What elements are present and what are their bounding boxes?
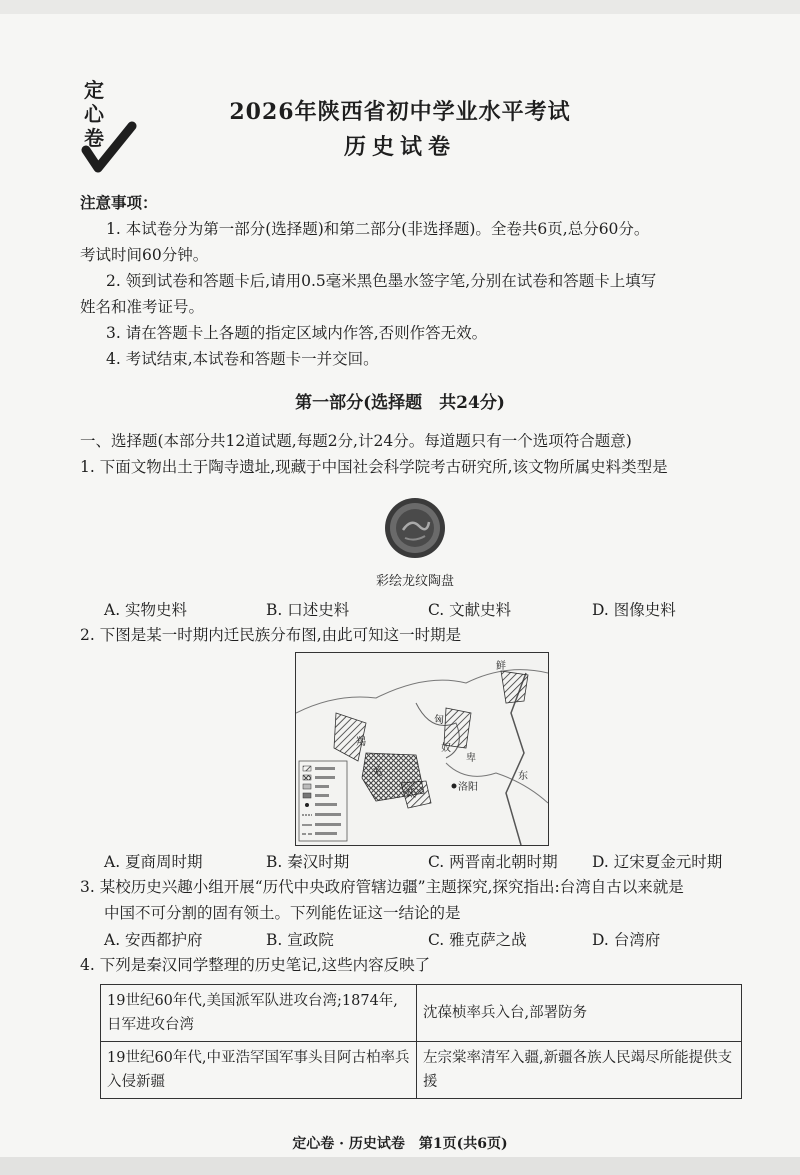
q3-stem-cont: 中国不可分割的固有领土。下列能佐证这一结论的是 <box>104 904 461 922</box>
option-a[interactable]: A. 夏商周时期 <box>104 853 203 871</box>
part1-instruction: 一、选择题(本部分共12道试题,每题2分,计24分。每道题只有一个选项符合题意) <box>80 432 632 450</box>
table-row <box>101 985 742 1042</box>
table-cell: 沈葆桢率兵入台,部署防务 <box>417 985 742 1042</box>
q1-caption: 彩绘龙纹陶盘 <box>375 574 454 589</box>
option-c[interactable]: C. 文献史料 <box>428 601 512 619</box>
notice-heading: 注意事项： <box>80 193 158 212</box>
pottery-plate-image <box>383 496 447 560</box>
map-label: 奴 <box>441 743 451 754</box>
stamp-logo <box>80 78 140 178</box>
table-cell: 左宗棠率清军入疆,新疆各族人民竭尽所能提供支援 <box>417 1042 742 1099</box>
q1-stem: 1. 下面文物出土于陶寺遗址,现藏于中国社会科学院考古研究所,该文物所属史料类型是 <box>80 458 668 476</box>
q2-options <box>104 850 744 872</box>
option-b[interactable]: B. 秦汉时期 <box>266 853 350 871</box>
part1-title: 第一部分(选择题 共24分) <box>295 393 505 413</box>
scan-top-edge <box>0 0 800 14</box>
q1-options <box>104 598 744 620</box>
notice-item: 考试时间60分钟。 <box>80 246 209 264</box>
q3-stem: 3. 某校历史兴趣小组开展“历代中央政府管辖边疆”主题探究,探究指出:台湾自古以来就是 <box>80 878 684 896</box>
map-label: 卑 <box>466 753 476 764</box>
notice-item: 1. 本试卷分为第一部分(选择题)和第二部分(非选择题)。全卷共6页,总分60分。 <box>106 220 650 238</box>
option-d[interactable]: D. 台湾府 <box>592 931 661 949</box>
notice-item: 4. 考试结束,本试卷和答题卡一并交回。 <box>106 350 379 368</box>
stamp-text: 定心卷 <box>84 78 104 150</box>
checkmark-icon <box>80 78 140 178</box>
option-a[interactable]: A. 安西都护府 <box>104 931 203 949</box>
map-label: 羯 <box>356 737 366 748</box>
notice-item: 2. 领到试卷和答题卡后,请用0.5毫米黑色墨水签字笔,分别在试卷和答题卡上填写 <box>106 272 657 290</box>
option-d[interactable]: D. 图像史料 <box>592 601 676 619</box>
option-c[interactable]: C. 两晋南北朝时期 <box>428 853 558 871</box>
map-label: 匈 <box>434 715 444 726</box>
exam-title: 2026年陕西省初中学业水平考试 <box>229 99 571 125</box>
page-footer: 定心卷 · 历史试卷 第1页(共6页) <box>292 1136 508 1152</box>
table-cell: 19世纪60年代,中亚浩罕国军事头目阿古柏率兵入侵新疆 <box>101 1042 417 1099</box>
notice-item: 姓名和准考证号。 <box>80 298 205 316</box>
q3-options <box>104 928 744 950</box>
q2-stem: 2. 下图是某一时期内迁民族分布图,由此可知这一时期是 <box>80 626 462 644</box>
option-b[interactable]: B. 宣政院 <box>266 931 334 949</box>
option-b[interactable]: B. 口述史料 <box>266 601 350 619</box>
scan-bottom-edge <box>0 1157 800 1175</box>
map-label: 氐 <box>406 789 416 800</box>
option-a[interactable]: A. 实物史料 <box>104 601 188 619</box>
notice-item: 3. 请在答题卡上各题的指定区域内作答,否则作答无效。 <box>106 324 488 342</box>
map-label: 洛阳 <box>458 782 478 793</box>
map-label: 东 <box>518 771 528 782</box>
migration-map <box>295 652 549 846</box>
table-cell: 19世纪60年代,美国派军队进攻台湾;1874年,日军进攻台湾 <box>101 985 417 1042</box>
option-c[interactable]: C. 雅克萨之战 <box>428 931 527 949</box>
map-label: 鲜 <box>496 661 506 672</box>
map-drawing <box>296 653 548 845</box>
option-d[interactable]: D. 辽宋夏金元时期 <box>592 853 723 871</box>
table-row <box>101 1042 742 1099</box>
map-label: 羌 <box>372 767 382 778</box>
q4-stem: 4. 下列是秦汉同学整理的历史笔记,这些内容反映了 <box>80 956 431 974</box>
q4-notes-table <box>100 984 742 1099</box>
exam-subtitle: 历史试卷 <box>343 134 456 160</box>
